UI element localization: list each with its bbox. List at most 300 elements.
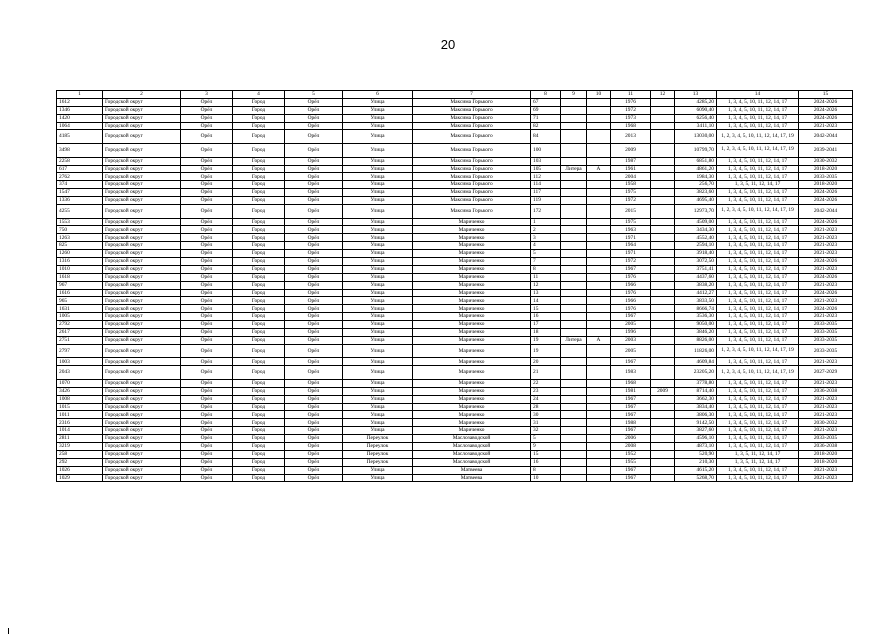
cell-house-number: 112 — [531, 173, 561, 181]
cell-building-letter-type — [561, 297, 587, 305]
cell-building-letter-type — [561, 98, 587, 106]
cell-municipality: Орёл — [181, 98, 233, 106]
cell-building-letter — [587, 443, 611, 451]
column-header: 9 — [561, 91, 587, 99]
cell-build-year: 1972 — [611, 106, 651, 114]
cell-settlement: Орёл — [285, 218, 343, 226]
cell-street-type: Улица — [343, 197, 413, 205]
cell-municipality: Орёл — [181, 329, 233, 337]
cell-building-letter — [587, 395, 611, 403]
cell-work-types: 1, 3, 4, 5, 10, 11, 12, 14, 17 — [717, 281, 799, 289]
cell-build-year: 1971 — [611, 250, 651, 258]
cell-house-number: 24 — [531, 395, 561, 403]
cell-build-year: 1976 — [611, 98, 651, 106]
cell-settlement-type: Город — [233, 443, 285, 451]
cell-municipality-type: Городской округ — [103, 144, 181, 158]
cell-building-letter: А — [587, 336, 611, 344]
cell-settlement: Орёл — [285, 474, 343, 482]
table-row — [57, 122, 853, 130]
cell-municipality: Орёл — [181, 435, 233, 443]
cell-building-letter-type — [561, 289, 587, 297]
cell-street-name: Мариченко — [413, 250, 531, 258]
table-row — [57, 242, 853, 250]
cell-building-letter-type — [561, 273, 587, 281]
cell-settlement-type: Город — [233, 197, 285, 205]
cell-street-type: Улица — [343, 122, 413, 130]
cell-work-types: 1, 3, 4, 5, 10, 11, 12, 14, 17 — [717, 258, 799, 266]
cell-house-number: 10 — [531, 474, 561, 482]
cell-settlement: Орёл — [285, 435, 343, 443]
cell-house-number: 32 — [531, 427, 561, 435]
cell-building-letter-type — [561, 181, 587, 189]
cell-settlement-type: Город — [233, 387, 285, 395]
cell-record-id: 1064 — [57, 122, 103, 130]
cell-settlement: Орёл — [285, 157, 343, 165]
cell-settlement-type: Город — [233, 366, 285, 380]
cell-municipality: Орёл — [181, 387, 233, 395]
table-row — [57, 273, 853, 281]
cell-street-type: Улица — [343, 98, 413, 106]
cell-settlement-type: Город — [233, 321, 285, 329]
cell-street-type: Улица — [343, 329, 413, 337]
cell-reconstruction-year — [651, 411, 675, 419]
cell-reconstruction-year — [651, 458, 675, 466]
cell-settlement: Орёл — [285, 379, 343, 387]
cell-house-number: 20 — [531, 358, 561, 366]
cell-reconstruction-year — [651, 329, 675, 337]
cell-street-type: Улица — [343, 204, 413, 218]
cell-municipality-type: Городской округ — [103, 297, 181, 305]
cell-settlement: Орёл — [285, 313, 343, 321]
table-row — [57, 379, 853, 387]
cell-municipality-type: Городской округ — [103, 411, 181, 419]
cell-house-number: 9 — [531, 443, 561, 451]
cell-street-name: Максима Горького — [413, 165, 531, 173]
cell-municipality: Орёл — [181, 281, 233, 289]
cell-street-type: Улица — [343, 181, 413, 189]
cell-settlement: Орёл — [285, 403, 343, 411]
cell-work-types: 1, 3, 4, 5, 10, 11, 12, 14, 17 — [717, 403, 799, 411]
cell-settlement: Орёл — [285, 165, 343, 173]
cell-period: 2018-2020 — [799, 165, 853, 173]
cell-settlement-type: Город — [233, 289, 285, 297]
cell-municipality-type: Городской округ — [103, 443, 181, 451]
cell-period: 2024-2026 — [799, 273, 853, 281]
cell-area: 4861,20 — [675, 165, 717, 173]
cell-period: 2021-2023 — [799, 474, 853, 482]
cell-house-number: 23 — [531, 387, 561, 395]
table-row — [57, 458, 853, 466]
cell-building-letter-type — [561, 419, 587, 427]
cell-build-year: 1958 — [611, 181, 651, 189]
cell-street-name: Максима Горького — [413, 189, 531, 197]
cell-municipality-type: Городской округ — [103, 458, 181, 466]
cell-settlement-type: Город — [233, 242, 285, 250]
cell-build-year: 1967 — [611, 265, 651, 273]
cell-reconstruction-year — [651, 204, 675, 218]
cell-work-types: 1, 2, 3, 4, 5, 10, 11, 12, 14, 17, 19 — [717, 204, 799, 218]
cell-work-types: 1, 3, 4, 5, 10, 11, 12, 14, 17 — [717, 395, 799, 403]
cell-settlement-type: Город — [233, 458, 285, 466]
cell-build-year: 1967 — [611, 403, 651, 411]
cell-build-year: 1976 — [611, 273, 651, 281]
cell-street-name: Мариченко — [413, 419, 531, 427]
cell-reconstruction-year — [651, 419, 675, 427]
cell-street-name: Мариченко — [413, 379, 531, 387]
cell-street-name: Мариченко — [413, 305, 531, 313]
cell-record-id: 1263 — [57, 234, 103, 242]
cell-street-type: Переулок — [343, 435, 413, 443]
cell-building-letter — [587, 387, 611, 395]
cell-building-letter-type — [561, 344, 587, 358]
cell-area: 4695,40 — [675, 197, 717, 205]
cell-municipality-type: Городской округ — [103, 305, 181, 313]
cell-reconstruction-year — [651, 379, 675, 387]
cell-work-types: 1, 3, 5, 11, 12, 14, 17 — [717, 450, 799, 458]
cell-house-number: 67 — [531, 98, 561, 106]
table-row — [57, 366, 853, 380]
cell-house-number: 21 — [531, 366, 561, 380]
cell-municipality: Орёл — [181, 273, 233, 281]
cell-building-letter-type — [561, 466, 587, 474]
cell-building-letter — [587, 197, 611, 205]
cell-street-type: Улица — [343, 234, 413, 242]
table-row — [57, 265, 853, 273]
cell-street-name: Мариченко — [413, 329, 531, 337]
column-header: 14 — [717, 91, 799, 99]
cell-work-types: 1, 3, 4, 5, 10, 11, 12, 14, 17 — [717, 427, 799, 435]
cell-record-id: 1547 — [57, 189, 103, 197]
cell-work-types: 1, 3, 4, 5, 10, 11, 12, 14, 17 — [717, 443, 799, 451]
cell-building-letter — [587, 281, 611, 289]
cell-municipality-type: Городской округ — [103, 419, 181, 427]
table-body — [57, 91, 853, 482]
cell-work-types: 1, 3, 4, 5, 10, 11, 12, 14, 17 — [717, 435, 799, 443]
cell-work-types: 1, 3, 4, 5, 10, 11, 12, 14, 17 — [717, 165, 799, 173]
cell-area: 8666,74 — [675, 305, 717, 313]
cell-area: 3838,20 — [675, 281, 717, 289]
cell-street-type: Улица — [343, 242, 413, 250]
cell-building-letter-type — [561, 313, 587, 321]
cell-municipality: Орёл — [181, 157, 233, 165]
table-row — [57, 305, 853, 313]
cell-work-types: 1, 3, 4, 5, 10, 11, 12, 14, 17 — [717, 387, 799, 395]
cell-period: 2024-2026 — [799, 305, 853, 313]
cell-building-letter-type — [561, 411, 587, 419]
cell-area: 3778,80 — [675, 379, 717, 387]
cell-street-type: Улица — [343, 474, 413, 482]
cell-record-id: 4255 — [57, 204, 103, 218]
cell-settlement-type: Город — [233, 204, 285, 218]
cell-settlement-type: Город — [233, 281, 285, 289]
cell-record-id: 1005 — [57, 313, 103, 321]
cell-municipality: Орёл — [181, 265, 233, 273]
cell-build-year: 1973 — [611, 114, 651, 122]
cell-municipality-type: Городской округ — [103, 234, 181, 242]
cell-settlement-type: Город — [233, 165, 285, 173]
cell-settlement: Орёл — [285, 411, 343, 419]
cell-street-type: Улица — [343, 258, 413, 266]
cell-reconstruction-year — [651, 98, 675, 106]
cell-period: 2021-2023 — [799, 265, 853, 273]
cell-municipality: Орёл — [181, 395, 233, 403]
cell-area: 3827,60 — [675, 427, 717, 435]
cell-work-types: 1, 3, 4, 5, 10, 11, 12, 14, 17 — [717, 411, 799, 419]
cell-house-number: 8 — [531, 466, 561, 474]
table-row — [57, 226, 853, 234]
cell-period: 2024-2026 — [799, 98, 853, 106]
cell-reconstruction-year — [651, 427, 675, 435]
cell-house-number: 82 — [531, 122, 561, 130]
cell-building-letter — [587, 344, 611, 358]
cell-settlement: Орёл — [285, 305, 343, 313]
cell-settlement: Орёл — [285, 321, 343, 329]
cell-building-letter — [587, 427, 611, 435]
cell-street-name: Мариченко — [413, 273, 531, 281]
cell-area: 4873,10 — [675, 443, 717, 451]
cell-street-name: Мариченко — [413, 336, 531, 344]
cell-record-id: 1011 — [57, 411, 103, 419]
table-row — [57, 165, 853, 173]
cell-building-letter-type — [561, 358, 587, 366]
cell-work-types: 1, 2, 3, 4, 5, 10, 11, 12, 14, 17, 19 — [717, 144, 799, 158]
cell-house-number: 117 — [531, 189, 561, 197]
cell-build-year: 1967 — [611, 411, 651, 419]
cell-building-letter-type — [561, 450, 587, 458]
cell-municipality: Орёл — [181, 226, 233, 234]
cell-settlement: Орёл — [285, 197, 343, 205]
cell-house-number: 3 — [531, 234, 561, 242]
cell-municipality: Орёл — [181, 427, 233, 435]
table-row — [57, 130, 853, 144]
cell-area: 3751,41 — [675, 265, 717, 273]
cell-street-type: Улица — [343, 297, 413, 305]
cell-building-letter — [587, 419, 611, 427]
cell-settlement-type: Город — [233, 234, 285, 242]
cell-street-name: Мариченко — [413, 366, 531, 380]
cell-build-year: 1987 — [611, 157, 651, 165]
cell-settlement: Орёл — [285, 234, 343, 242]
cell-municipality: Орёл — [181, 466, 233, 474]
cell-municipality-type: Городской округ — [103, 474, 181, 482]
cell-settlement-type: Город — [233, 450, 285, 458]
cell-house-number: 103 — [531, 157, 561, 165]
cell-house-number: 17 — [531, 321, 561, 329]
cell-record-id: 1260 — [57, 250, 103, 258]
cell-area: 13030,00 — [675, 130, 717, 144]
cell-build-year: 1975 — [611, 189, 651, 197]
cell-building-letter — [587, 189, 611, 197]
cell-municipality-type: Городской округ — [103, 289, 181, 297]
cell-municipality: Орёл — [181, 250, 233, 258]
cell-work-types: 1, 3, 5, 11, 12, 14, 17 — [717, 458, 799, 466]
cell-period: 2021-2023 — [799, 395, 853, 403]
cell-building-letter — [587, 106, 611, 114]
cell-build-year: 2006 — [611, 435, 651, 443]
cell-record-id: 3219 — [57, 443, 103, 451]
cell-street-type: Улица — [343, 344, 413, 358]
cell-building-letter — [587, 450, 611, 458]
cell-street-name: Максима Горького — [413, 114, 531, 122]
cell-house-number: 1 — [531, 218, 561, 226]
cell-reconstruction-year — [651, 344, 675, 358]
cell-period: 2021-2023 — [799, 358, 853, 366]
cell-work-types: 1, 3, 4, 5, 10, 11, 12, 14, 17 — [717, 358, 799, 366]
cell-municipality: Орёл — [181, 450, 233, 458]
cell-building-letter — [587, 313, 611, 321]
cell-build-year: 1976 — [611, 289, 651, 297]
cell-municipality: Орёл — [181, 144, 233, 158]
cell-build-year: 1988 — [611, 419, 651, 427]
cell-house-number: 7 — [531, 258, 561, 266]
cell-work-types: 1, 3, 4, 5, 10, 11, 12, 14, 17 — [717, 336, 799, 344]
cell-street-type: Улица — [343, 366, 413, 380]
cell-record-id: 750 — [57, 226, 103, 234]
cell-reconstruction-year — [651, 197, 675, 205]
cell-street-name: Мариченко — [413, 387, 531, 395]
cell-area: 6851,80 — [675, 157, 717, 165]
cell-building-letter — [587, 265, 611, 273]
cell-record-id: 1010 — [57, 265, 103, 273]
cell-street-type: Переулок — [343, 443, 413, 451]
cell-house-number: 18 — [531, 329, 561, 337]
cell-build-year: 1967 — [611, 313, 651, 321]
cell-settlement: Орёл — [285, 366, 343, 380]
cell-settlement: Орёл — [285, 419, 343, 427]
cell-street-type: Улица — [343, 336, 413, 344]
cell-record-id: 1026 — [57, 466, 103, 474]
cell-municipality: Орёл — [181, 379, 233, 387]
cell-settlement: Орёл — [285, 344, 343, 358]
cell-reconstruction-year — [651, 450, 675, 458]
cell-settlement: Орёл — [285, 427, 343, 435]
cell-record-id: 2811 — [57, 435, 103, 443]
cell-street-name: Максима Горького — [413, 130, 531, 144]
cell-build-year: 1967 — [611, 474, 651, 482]
cell-period: 2021-2023 — [799, 427, 853, 435]
cell-street-type: Улица — [343, 466, 413, 474]
cell-build-year: 1968 — [611, 379, 651, 387]
cell-municipality: Орёл — [181, 458, 233, 466]
cell-street-type: Улица — [343, 305, 413, 313]
cell-settlement: Орёл — [285, 358, 343, 366]
cell-street-name: Мариченко — [413, 289, 531, 297]
table-row — [57, 218, 853, 226]
cell-settlement: Орёл — [285, 114, 343, 122]
cell-municipality: Орёл — [181, 258, 233, 266]
cell-area: 2594,10 — [675, 242, 717, 250]
cell-area: 4552,40 — [675, 234, 717, 242]
table-row — [57, 329, 853, 337]
cell-street-type: Улица — [343, 273, 413, 281]
cell-building-letter-type — [561, 157, 587, 165]
cell-street-name: Мариченко — [413, 297, 531, 305]
cell-municipality: Орёл — [181, 130, 233, 144]
cell-build-year: 1972 — [611, 258, 651, 266]
cell-house-number: 69 — [531, 106, 561, 114]
cell-building-letter-type — [561, 144, 587, 158]
cell-building-letter-type — [561, 474, 587, 482]
cell-street-name: Мариченко — [413, 242, 531, 250]
cell-street-type: Улица — [343, 411, 413, 419]
cell-period: 2021-2023 — [799, 242, 853, 250]
cell-settlement: Орёл — [285, 273, 343, 281]
cell-street-type: Улица — [343, 281, 413, 289]
cell-build-year: 2005 — [611, 321, 651, 329]
cell-record-id: 258 — [57, 450, 103, 458]
cell-period: 2021-2023 — [799, 250, 853, 258]
cell-municipality-type: Городской округ — [103, 218, 181, 226]
column-header: 10 — [587, 91, 611, 99]
cell-work-types: 1, 3, 4, 5, 10, 11, 12, 14, 17 — [717, 321, 799, 329]
cell-building-letter-type — [561, 234, 587, 242]
cell-record-id: 1008 — [57, 395, 103, 403]
cell-period: 2033-2035 — [799, 344, 853, 358]
cell-settlement: Орёл — [285, 329, 343, 337]
cell-work-types: 1, 3, 4, 5, 10, 11, 12, 14, 17 — [717, 157, 799, 165]
cell-municipality: Орёл — [181, 366, 233, 380]
cell-street-type: Улица — [343, 379, 413, 387]
cell-settlement: Орёл — [285, 226, 343, 234]
cell-record-id: 1014 — [57, 427, 103, 435]
cell-area: 9142,50 — [675, 419, 717, 427]
cell-municipality-type: Городской округ — [103, 466, 181, 474]
cell-building-letter — [587, 366, 611, 380]
cell-municipality-type: Городской округ — [103, 181, 181, 189]
cell-street-name: Мариченко — [413, 321, 531, 329]
column-header: 8 — [531, 91, 561, 99]
cell-period: 2024-2026 — [799, 106, 853, 114]
cell-settlement: Орёл — [285, 458, 343, 466]
cell-period: 2021-2023 — [799, 122, 853, 130]
cell-period: 2042-2044 — [799, 130, 853, 144]
cell-street-name: Максима Горького — [413, 181, 531, 189]
cell-area: 4285,20 — [675, 98, 717, 106]
table-row — [57, 204, 853, 218]
cell-record-id: 1003 — [57, 358, 103, 366]
table-row — [57, 144, 853, 158]
cell-municipality: Орёл — [181, 122, 233, 130]
cell-record-id: 292 — [57, 458, 103, 466]
cell-period: 2024-2026 — [799, 218, 853, 226]
cell-record-id: 967 — [57, 281, 103, 289]
cell-municipality-type: Городской округ — [103, 344, 181, 358]
cell-settlement-type: Город — [233, 427, 285, 435]
cell-house-number: 172 — [531, 204, 561, 218]
cell-house-number: 5 — [531, 250, 561, 258]
cell-settlement-type: Город — [233, 258, 285, 266]
cell-building-letter-type — [561, 329, 587, 337]
cell-house-number: 119 — [531, 197, 561, 205]
cell-municipality: Орёл — [181, 336, 233, 344]
cell-work-types: 1, 2, 3, 4, 5, 10, 11, 12, 14, 17, 19 — [717, 130, 799, 144]
cell-municipality: Орёл — [181, 344, 233, 358]
cell-reconstruction-year — [651, 289, 675, 297]
cell-building-letter — [587, 157, 611, 165]
cell-house-number: 8 — [531, 265, 561, 273]
cell-house-number: 105 — [531, 165, 561, 173]
cell-building-letter-type — [561, 242, 587, 250]
cell-street-name: Мариченко — [413, 411, 531, 419]
cell-municipality: Орёл — [181, 403, 233, 411]
cell-settlement: Орёл — [285, 106, 343, 114]
cell-building-letter-type — [561, 305, 587, 313]
cell-reconstruction-year — [651, 181, 675, 189]
cell-municipality-type: Городской округ — [103, 98, 181, 106]
cell-work-types: 1, 3, 4, 5, 10, 11, 12, 14, 17 — [717, 329, 799, 337]
cell-settlement-type: Город — [233, 297, 285, 305]
cell-reconstruction-year — [651, 173, 675, 181]
